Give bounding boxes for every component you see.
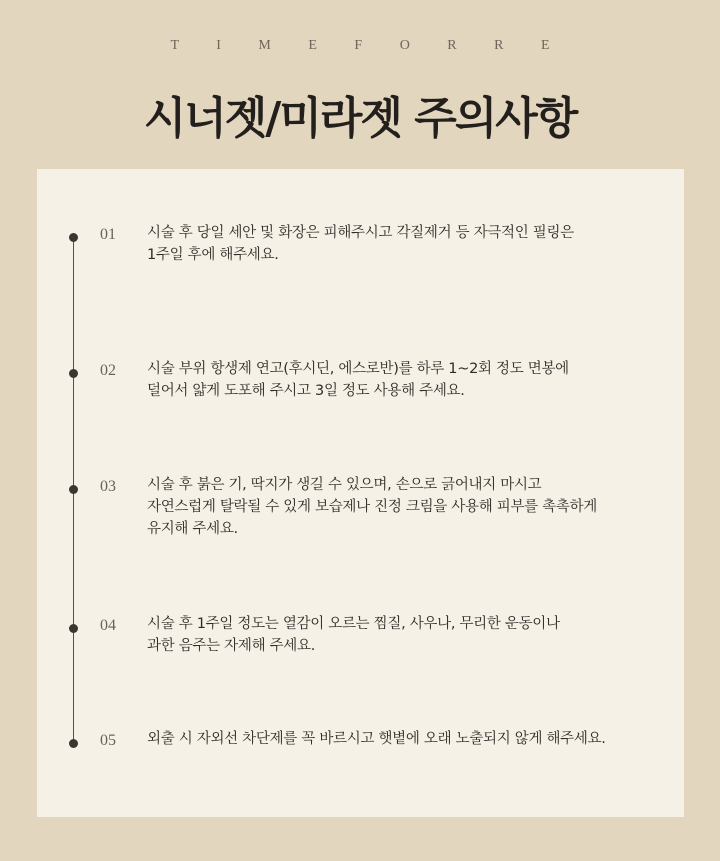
item-text: 시술 부위 항생제 연고(후시딘, 에스로반)를 하루 1~2회 정도 면봉에 덜어서 얇게 도포해 주시고 3일 정도 사용해 주세요.	[147, 361, 569, 399]
timeline-dot	[69, 233, 78, 242]
timeline-dot	[69, 485, 78, 494]
item-number: 02	[100, 362, 116, 379]
precautions-card	[37, 169, 684, 817]
item-number: 03	[100, 478, 116, 495]
timeline-dot	[69, 624, 78, 633]
item-text: 시술 후 1주일 정도는 열감이 오르는 찜질, 사우나, 무리한 운동이나 과한 음주는 자제해 주세요.	[147, 616, 560, 654]
timeline-dot	[69, 739, 78, 748]
timeline-dot	[69, 369, 78, 378]
item-text: 시술 후 붉은 기, 딱지가 생길 수 있으며, 손으로 긁어내지 마시고 자연스럽게 탈락될 수 있게 보습제나 진정 크림을 사용해 피부를 촉촉하게 유지해 주세요.	[147, 477, 597, 537]
item-text: 시술 후 당일 세안 및 화장은 피해주시고 각질제거 등 자극적인 필링은 1주일 후에 해주세요.	[147, 225, 574, 263]
brand-logo-text: T I M E F O R R E	[170, 38, 567, 53]
page-title: 시너젯/미라젯 주의사항	[143, 93, 577, 144]
item-number: 01	[100, 226, 116, 243]
item-number: 05	[100, 732, 116, 749]
item-number: 04	[100, 617, 116, 634]
item-text: 외출 시 자외선 차단제를 꼭 바르시고 햇볕에 오래 노출되지 않게 해주세요.	[147, 731, 606, 747]
